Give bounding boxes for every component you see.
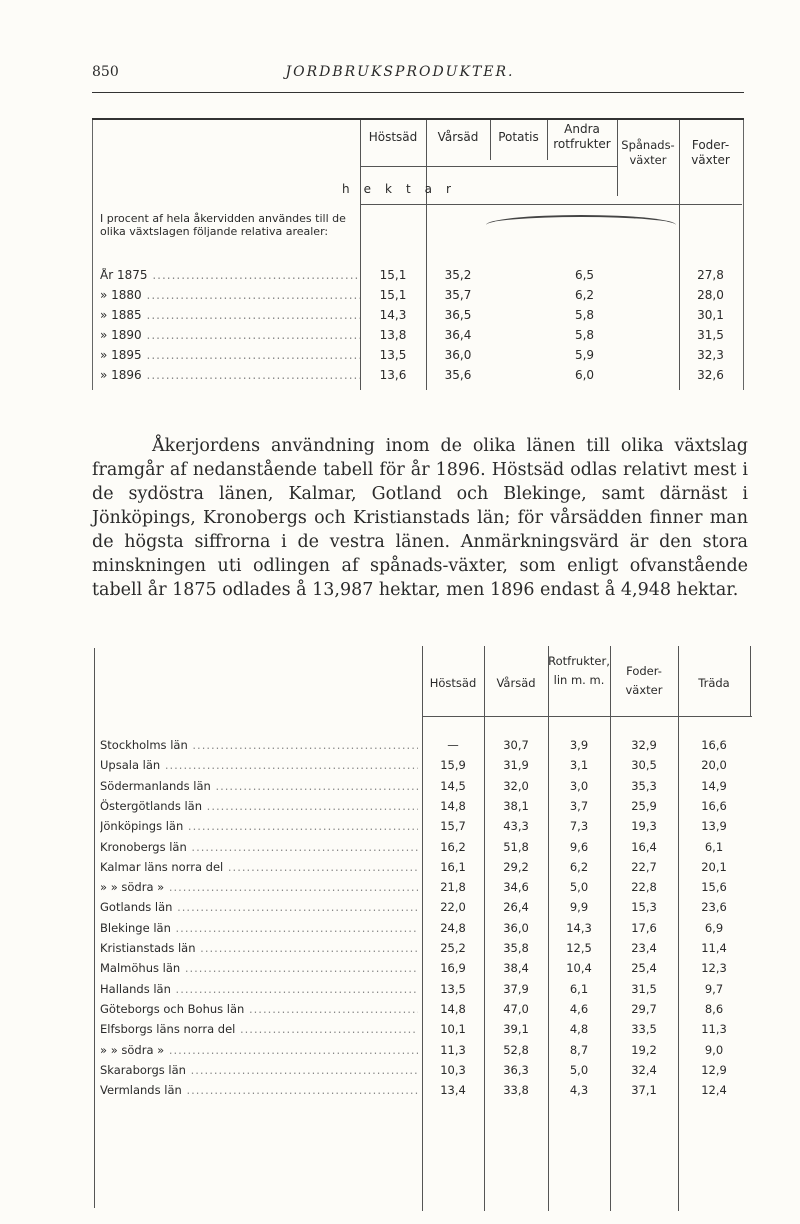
table-cell: 4,8 — [569, 1022, 589, 1037]
table-row — [92, 348, 744, 367]
table-cell: — — [447, 738, 459, 752]
row-label: » 1895 ..... — [100, 348, 360, 362]
table-cell: 10,3 — [440, 1062, 466, 1077]
row-label: Blekinge län ..... — [100, 921, 418, 935]
table-cell: 11,4 — [701, 941, 727, 955]
table-cell: 33,8 — [503, 1083, 529, 1098]
row-label: » 1885 ..... — [100, 308, 360, 322]
table-cell: 3,9 — [569, 738, 589, 752]
table-cell: 51,8 — [503, 839, 529, 854]
table-row — [92, 1083, 752, 1102]
table-cell: 13,4 — [440, 1083, 466, 1098]
column-header: Höstsäd — [368, 130, 418, 144]
table-cell: 32,3 — [697, 348, 724, 362]
table-cell: 30,7 — [503, 738, 529, 752]
page-number: 850 — [92, 64, 119, 80]
table-row — [92, 328, 744, 347]
table-cell: 36,0 — [444, 348, 472, 362]
table-cell: 3,7 — [569, 798, 589, 813]
table-cell: 5,8 — [574, 308, 595, 322]
table-cell: 38,4 — [503, 961, 529, 976]
table-cell: 14,3 — [566, 920, 592, 935]
table-cell: 32,4 — [631, 1062, 657, 1077]
table-cell: 9,7 — [704, 981, 724, 996]
table-cell: 7,3 — [569, 819, 589, 834]
table-cell: 36,3 — [503, 1062, 529, 1077]
table-cell: 6,2 — [574, 288, 595, 302]
row-label: Upsala län ..... — [100, 758, 418, 772]
table-cell: 21,8 — [440, 880, 466, 895]
table-cell: 25,9 — [631, 798, 657, 813]
table-cell: 27,8 — [697, 268, 724, 282]
row-label: Kristianstads län ..... — [100, 941, 418, 955]
table-cell: 52,8 — [503, 1042, 529, 1057]
table-cell: 5,8 — [574, 328, 595, 342]
table-cell: 25,2 — [440, 941, 466, 955]
row-label: Östergötlands län ..... — [100, 799, 418, 813]
row-label: Elfsborgs läns norra del ..... — [100, 1022, 418, 1036]
table-cell: 16,4 — [631, 839, 657, 854]
table-cell: 29,2 — [503, 859, 529, 874]
table-cell: 23,6 — [701, 900, 727, 915]
table-row — [92, 738, 752, 757]
table-cell: 13,5 — [440, 981, 466, 996]
table-cell: 47,0 — [503, 1001, 529, 1016]
row-label: Stockholms län ..... — [100, 738, 418, 752]
table-cell: 5,0 — [569, 1062, 589, 1077]
table-row — [92, 900, 752, 919]
table-cell: 13,6 — [379, 368, 407, 382]
table-cell: 39,1 — [503, 1022, 529, 1037]
table-cell: 12,4 — [701, 1083, 727, 1098]
table-cell: 13,9 — [701, 819, 727, 834]
table-cell: 11,3 — [701, 1022, 727, 1037]
table-row — [92, 840, 752, 859]
table-row — [92, 941, 752, 960]
table-row — [92, 961, 752, 980]
table-row — [92, 880, 752, 899]
running-header — [0, 64, 800, 84]
table-cell: 31,5 — [697, 328, 724, 342]
table-cell: 25,4 — [631, 961, 657, 976]
table-cell: 10,4 — [566, 961, 592, 976]
table-cell: 5,0 — [569, 880, 589, 895]
table-row — [92, 1002, 752, 1021]
table-cell: 43,3 — [503, 819, 529, 834]
table-cell: 35,7 — [444, 288, 472, 302]
table-cell: 9,9 — [569, 900, 589, 915]
table-cell: 6,9 — [704, 920, 724, 935]
row-label: Vermlands län ..... — [100, 1083, 418, 1097]
row-label: » » södra » ..... — [100, 1043, 418, 1057]
table-cell: 8,7 — [569, 1042, 589, 1057]
table-row — [92, 1063, 752, 1082]
table-cell: 14,3 — [379, 308, 407, 322]
table-cell: 37,9 — [503, 981, 529, 996]
table-row — [92, 982, 752, 1001]
table-row — [92, 819, 752, 838]
table-cell: 31,9 — [503, 758, 529, 773]
table-cell: 22,0 — [440, 900, 466, 915]
table-row — [92, 860, 752, 879]
table-cell: 30,5 — [631, 758, 657, 773]
header-rule — [422, 716, 752, 717]
table-cell: 32,6 — [697, 368, 724, 382]
column-header: Träda — [698, 676, 730, 690]
row-label: Södermanlands län ..... — [100, 779, 418, 793]
table-row — [92, 758, 752, 777]
row-label: » 1890 ..... — [100, 328, 360, 342]
table-cell: 16,1 — [440, 859, 466, 874]
table-cell: 3,1 — [569, 758, 589, 773]
table-cell: 6,1 — [569, 981, 589, 996]
table-cell: 15,7 — [440, 819, 466, 834]
column-header: Vårsäd — [437, 130, 479, 144]
table-description: I procent af hela åkervidden användes till de olika växtslagen följande relativa arealer: — [100, 212, 346, 238]
table-cell: 15,9 — [440, 758, 466, 773]
table-cell: 19,2 — [631, 1042, 657, 1057]
table-cell: 35,3 — [631, 778, 657, 793]
table-row — [92, 288, 744, 307]
table-cell: 14,8 — [440, 798, 466, 813]
table-cell: 24,8 — [440, 920, 466, 935]
table-cell: 35,8 — [503, 941, 529, 955]
table-cell: 22,8 — [631, 880, 657, 895]
table-cell: 16,2 — [440, 839, 466, 854]
table-cell: 36,5 — [444, 308, 472, 322]
table-percent-area-by-year — [92, 118, 744, 382]
table-cell: 5,9 — [574, 348, 595, 362]
table-row — [92, 308, 744, 327]
column-header: Vårsäd — [496, 676, 536, 690]
table-cell: 35,2 — [444, 268, 472, 282]
table-cell: 35,6 — [444, 368, 472, 382]
table-cell: 9,0 — [704, 1042, 724, 1057]
table-cell: 13,8 — [379, 328, 407, 342]
column-header: Foder-växter — [691, 138, 730, 167]
row-label: Göteborgs och Bohus län ..... — [100, 1002, 418, 1016]
table-by-county-1896 — [92, 646, 752, 1211]
table-cell: 36,0 — [503, 920, 529, 935]
row-label: » 1880 ..... — [100, 288, 360, 302]
table-cell: 30,1 — [697, 308, 724, 322]
table-cell: 26,4 — [503, 900, 529, 915]
table-row — [92, 268, 744, 287]
table-cell: 13,5 — [379, 348, 407, 362]
body-paragraph: Åkerjordens användning inom de olika länen till olika växtslag framgår af nedanstående tabell för år 1896. Höstsäd odlas relativt mest i de sydöstra länen, Kalmar, Gotland och Blekinge, samt därnäst i Jönköpings, Kronobergs och Kristianstads län; för vårsädden finner man de högsta siffrorna i de vestra länen. Anmärkningsvärd är den stora minskningen uti odlingen af spånads-växter, som enligt ofvanstående tabell år 1875 odlades å 13,987 hektar, men 1896 endast å 4,948 hektar. — [92, 436, 748, 600]
table-cell: 32,9 — [631, 738, 657, 752]
table-cell: 12,3 — [701, 961, 727, 976]
table-cell: 6,1 — [704, 839, 724, 854]
table-cell: 31,5 — [631, 981, 657, 996]
column-header: Höstsäd — [429, 676, 477, 690]
header-rule — [360, 204, 742, 205]
table-cell: 12,9 — [701, 1062, 727, 1077]
table-cell: 17,6 — [631, 920, 657, 935]
running-title: JORDBRUKSPRODUKTER. — [285, 64, 515, 80]
table-cell: 10,1 — [440, 1022, 466, 1037]
table-cell: 29,7 — [631, 1001, 657, 1016]
table-cell: 6,0 — [574, 368, 595, 382]
table-cell: 4,6 — [569, 1001, 589, 1016]
table-cell: 16,6 — [701, 738, 727, 752]
table-cell: 38,1 — [503, 798, 529, 813]
row-label: Hallands län ..... — [100, 982, 418, 996]
table-cell: 22,7 — [631, 859, 657, 874]
table-cell: 15,6 — [701, 880, 727, 895]
table-cell: 3,0 — [569, 778, 589, 793]
table-cell: 15,1 — [379, 288, 407, 302]
table-cell: 8,6 — [704, 1001, 724, 1016]
row-label: » » södra » ..... — [100, 880, 418, 894]
table-cell: 14,8 — [440, 1001, 466, 1016]
table-row — [92, 368, 744, 387]
table-cell: 6,5 — [574, 268, 595, 282]
table-cell: 12,5 — [566, 941, 592, 955]
column-header: Spånads-växter — [621, 138, 675, 167]
table-cell: 14,5 — [440, 778, 466, 793]
table-row — [92, 1022, 752, 1041]
table-frame-right — [750, 646, 751, 716]
table-cell: 23,4 — [631, 941, 657, 955]
column-header: Foder-växter — [625, 664, 663, 697]
column-header: Rotfrukter, lin m. m. — [548, 654, 610, 687]
row-label: Gotlands län ..... — [100, 900, 418, 914]
row-label: Jönköpings län ..... — [100, 819, 418, 833]
table-cell: 4,3 — [569, 1083, 589, 1098]
table-cell: 19,3 — [631, 819, 657, 834]
table-cell: 16,6 — [701, 798, 727, 813]
table-cell: 15,1 — [379, 268, 407, 282]
table-row — [92, 779, 752, 798]
table-cell: 33,5 — [631, 1022, 657, 1037]
table-cell: 20,0 — [701, 758, 727, 773]
table-cell: 9,6 — [569, 839, 589, 854]
table-cell: 36,4 — [444, 328, 472, 342]
column-header: Potatis — [498, 130, 539, 144]
table-cell: 6,2 — [569, 859, 589, 874]
unit-label: hektar — [342, 182, 465, 196]
row-label: Kronobergs län ..... — [100, 840, 418, 854]
table-cell: 20,1 — [701, 859, 727, 874]
table-cell: 16,9 — [440, 961, 466, 976]
header-rule — [360, 166, 617, 167]
table-row — [92, 799, 752, 818]
table-cell: 28,0 — [697, 288, 724, 302]
table-cell: 11,3 — [440, 1042, 466, 1057]
row-label: » 1896 ..... — [100, 368, 360, 382]
table-row — [92, 1043, 752, 1062]
table-row — [92, 921, 752, 940]
header-rule — [92, 92, 744, 93]
column-header: Andra rotfrukter — [553, 122, 611, 151]
row-label: Malmöhus län ..... — [100, 961, 418, 975]
table-cell: 37,1 — [631, 1083, 657, 1098]
table-cell: 34,6 — [503, 880, 529, 895]
row-label: År 1875 ..... — [100, 268, 360, 282]
row-label: Skaraborgs län ..... — [100, 1063, 418, 1077]
table-cell: 14,9 — [701, 778, 727, 793]
row-label: Kalmar läns norra del ..... — [100, 860, 418, 874]
table-cell: 32,0 — [503, 778, 529, 793]
table-cell: 15,3 — [631, 900, 657, 915]
